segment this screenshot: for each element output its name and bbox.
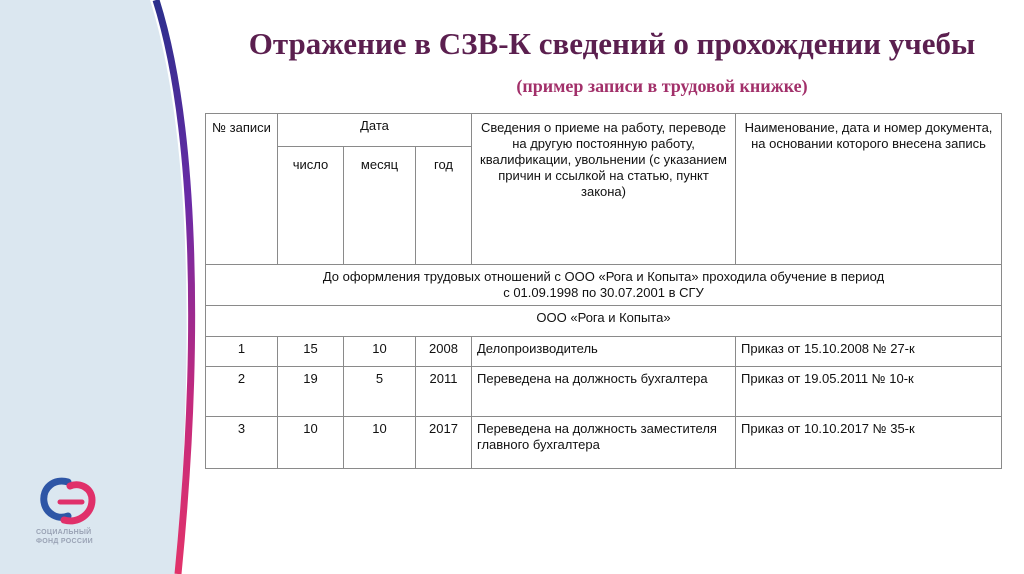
row-day: 19	[278, 367, 344, 417]
row-day: 10	[278, 417, 344, 469]
header-month: месяц	[344, 147, 416, 265]
row-num: 1	[206, 337, 278, 367]
row-month: 10	[344, 337, 416, 367]
row-month: 5	[344, 367, 416, 417]
row-doc: Приказ от 19.05.2011 № 10-к	[736, 367, 1002, 417]
page-title: Отражение в СЗВ-К сведений о прохождении учебы	[248, 26, 976, 61]
row-year: 2008	[416, 337, 472, 367]
logo-caption	[36, 528, 93, 546]
header-info: Сведения о приеме на работу, переводе на другую постоянную работу, квалификации, увольнении (с указанием причин и ссылкой на статью, пункт закона)	[472, 114, 736, 265]
logo-line1: СОЦИАЛЬНЫЙ	[36, 529, 92, 536]
row-info: Делопроизводитель	[472, 337, 736, 367]
row-day: 15	[278, 337, 344, 367]
page-subtitle: (пример записи в трудовой книжке)	[516, 76, 808, 96]
header-date: Дата	[278, 114, 472, 147]
logo-line2: ФОНД РОССИИ	[36, 538, 93, 545]
header-year: год	[416, 147, 472, 265]
table-row	[206, 417, 1002, 469]
row-info: Переведена на должность бухгалтера	[472, 367, 736, 417]
row-doc: Приказ от 10.10.2017 № 35-к	[736, 417, 1002, 469]
row-num: 2	[206, 367, 278, 417]
row-year: 2017	[416, 417, 472, 469]
work-book-table	[205, 113, 1002, 469]
header-doc: Наименование, дата и номер документа, на основании которого внесена запись	[736, 114, 1002, 265]
study-note-line2: с 01.09.1998 по 30.07.2001 в СГУ	[503, 285, 704, 300]
study-note-row	[206, 265, 1002, 306]
row-num: 3	[206, 417, 278, 469]
row-info: Переведена на должность заместителя главного бухгалтера	[472, 417, 736, 469]
row-doc: Приказ от 15.10.2008 № 27-к	[736, 337, 1002, 367]
header-num: № записи	[206, 114, 278, 265]
table-row	[206, 337, 1002, 367]
decorative-side-ribbon	[0, 0, 200, 574]
header-row	[206, 114, 1002, 147]
study-note	[206, 265, 1002, 306]
table-row	[206, 367, 1002, 417]
org-name: ООО «Рога и Копыта»	[206, 306, 1002, 337]
social-fund-logo-icon	[38, 476, 100, 526]
header-day: число	[278, 147, 344, 265]
study-note-line1: До оформления трудовых отношений с ООО «Рога и Копыта» проходила обучение в период	[322, 269, 885, 284]
row-year: 2011	[416, 367, 472, 417]
org-row	[206, 306, 1002, 337]
row-month: 10	[344, 417, 416, 469]
